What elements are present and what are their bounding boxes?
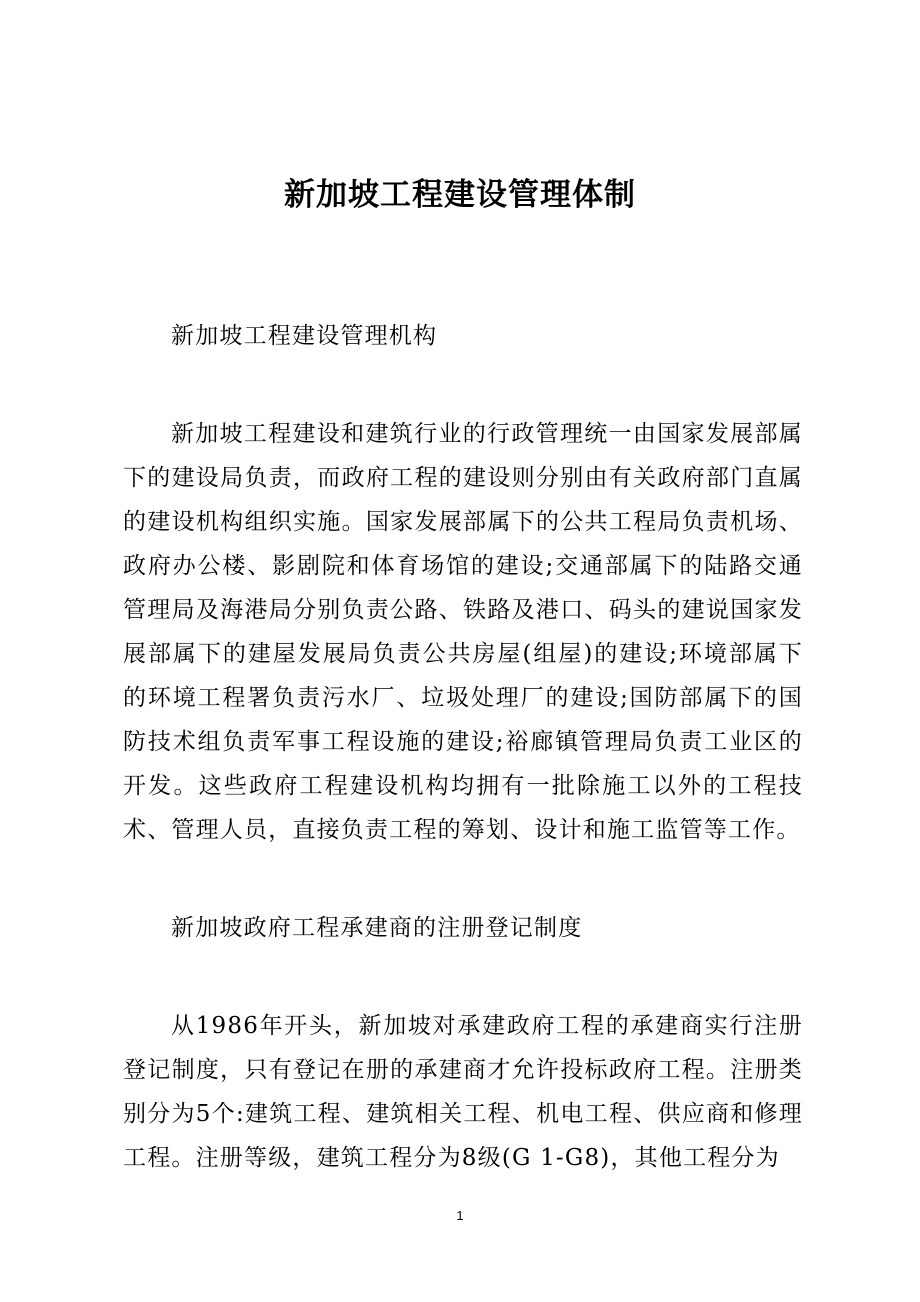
page-number: 1 — [456, 1208, 464, 1223]
spacer — [123, 852, 803, 906]
document-title: 新加坡工程建设管理体制 — [284, 177, 636, 213]
section-heading-management-agency: 新加坡工程建设管理机构 — [171, 323, 438, 349]
section-body-contractor-registration: 从1986年开头，新加坡对承建政府工程的承建商实行注册登记制度，只有登记在册的承建商才允许投标政府工程。注册类别分为5个:建筑工程、建筑相关工程、机电工程、供应商和修理工程。注册等级，建筑工程分为8级(G 1-G8)，其他工程分为 — [123, 1013, 803, 1171]
spacer — [123, 950, 803, 1004]
section-body-management-agency: 新加坡工程建设和建筑行业的行政管理统一由国家发展部属下的建设局负责，而政府工程的建设则分别由有关政府部门直属的建设机构组织实施。国家发展部属下的公共工程局负责机场、政府办公楼、影剧院和体育场馆的建设;交通部属下的陆路交通管理局及海港局分别负责公路、铁路及港口、码头的建说国家发展部属下的建屋发展局负责公共房屋(组屋)的建设;环境部属下的环境工程署负责污水厂、垃圾处理厂的建设;国防部属下的国防技术组负责军事工程设施的建设;裕廊镇管理局负责工业区的开发。这些政府工程建设机构均拥有一批除施工以外的工程技术、管理人员，直接负责工程的筹划、设计和施工监管等工作。 — [123, 421, 803, 843]
section-heading-contractor-registration: 新加坡政府工程承建商的注册登记制度 — [171, 915, 583, 941]
document-body — [123, 314, 803, 1180]
spacer — [123, 358, 803, 412]
